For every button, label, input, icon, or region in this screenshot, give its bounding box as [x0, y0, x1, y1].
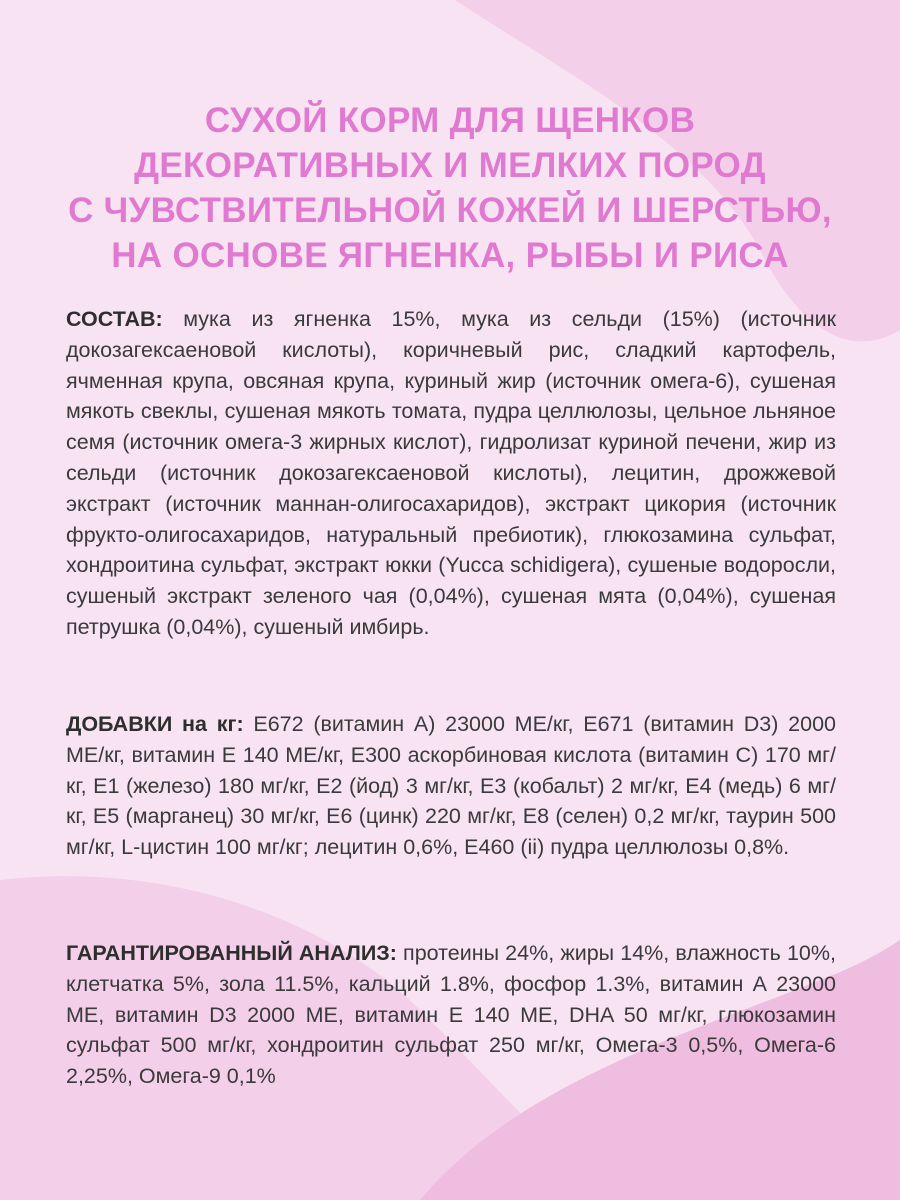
composition-label: СОСТАВ: — [66, 307, 163, 331]
analysis-label: ГАРАНТИРОВАННЫЙ АНАЛИЗ: — [66, 941, 397, 965]
title-line-4: НА ОСНОВЕ ЯГНЕНКА, РЫБЫ И РИСА — [111, 236, 789, 275]
additives-label: ДОБАВКИ на кг: — [66, 712, 244, 736]
additives-section — [66, 709, 836, 863]
title-line-1: СУХОЙ КОРМ ДЛЯ ЩЕНКОВ — [204, 101, 696, 140]
composition-text: мука из ягненка 15%, мука из сельди (15%) (источник докозагексаеновой кислоты), коричневый рис, сладкий картофель, ячменная крупа, овсяная крупа, куриный жир (источник омега-6), сушеная мякоть свеклы, сушеная мякоть томата, пудра целлюлозы, цельное льняное семя (источник омега-3 жирных кислот), гидролизат куриной печени, жир из сельди (источник докозагексаеновой кислоты), лецитин, дрожжевой экстракт (источник маннан-олигосахаридов), экстракт цикория (источник фрукто-олигосахаридов, натуральный пребиотик), глюкозамина сульфат, хондроитина сульфат, экстракт юкки (Yucca schidigera), сушеные водоросли, сушеный экстракт зеленого чая (0,04%), сушеная мята (0,04%), сушеная петрушка (0,04%), сушеный имбирь. — [66, 307, 836, 639]
additives-text: Е672 (витамин А) 23000 МЕ/кг, Е671 (витамин D3) 2000 МЕ/кг, витамин Е 140 МЕ/кг, Е300 аскорбиновая кислота (витамин С) 170 мг/кг, Е1 (железо) 180 мг/кг, Е2 (йод) 3 мг/кг, Е3 (кобальт) 2 мг/кг, Е4 (медь) 6 мг/кг, Е5 (марганец) 30 мг/кг, Е6 (цинк) 220 мг/кг, Е8 (селен) 0,2 мг/кг, таурин 500 мг/кг, L-цистин 100 мг/кг; лецитин 0,6%, Е460 (ii) пудра целлюлозы 0,8%. — [66, 712, 836, 860]
title-line-3: С ЧУВСТВИТЕЛЬНОЙ КОЖЕЙ И ШЕРСТЬЮ, — [68, 191, 832, 230]
product-title — [50, 98, 850, 278]
analysis-text: протеины 24%, жиры 14%, влажность 10%, клетчатка 5%, зола 11.5%, кальций 1.8%, фосфор 1.3%, витамин А 23000 МЕ, витамин D3 2000 МЕ, витамин Е 140 МЕ, DHA 50 мг/кг, глюкозамин сульфат 500 мг/кг, хондроитин сульфат 250 мг/кг, Омега-3 0,5%, Омега-6 2,25%, Омега-9 0,1% — [66, 941, 836, 1089]
composition-section — [66, 304, 836, 643]
analysis-section — [66, 938, 836, 1092]
title-line-2: ДЕКОРАТИВНЫХ И МЕЛКИХ ПОРОД — [134, 146, 766, 185]
